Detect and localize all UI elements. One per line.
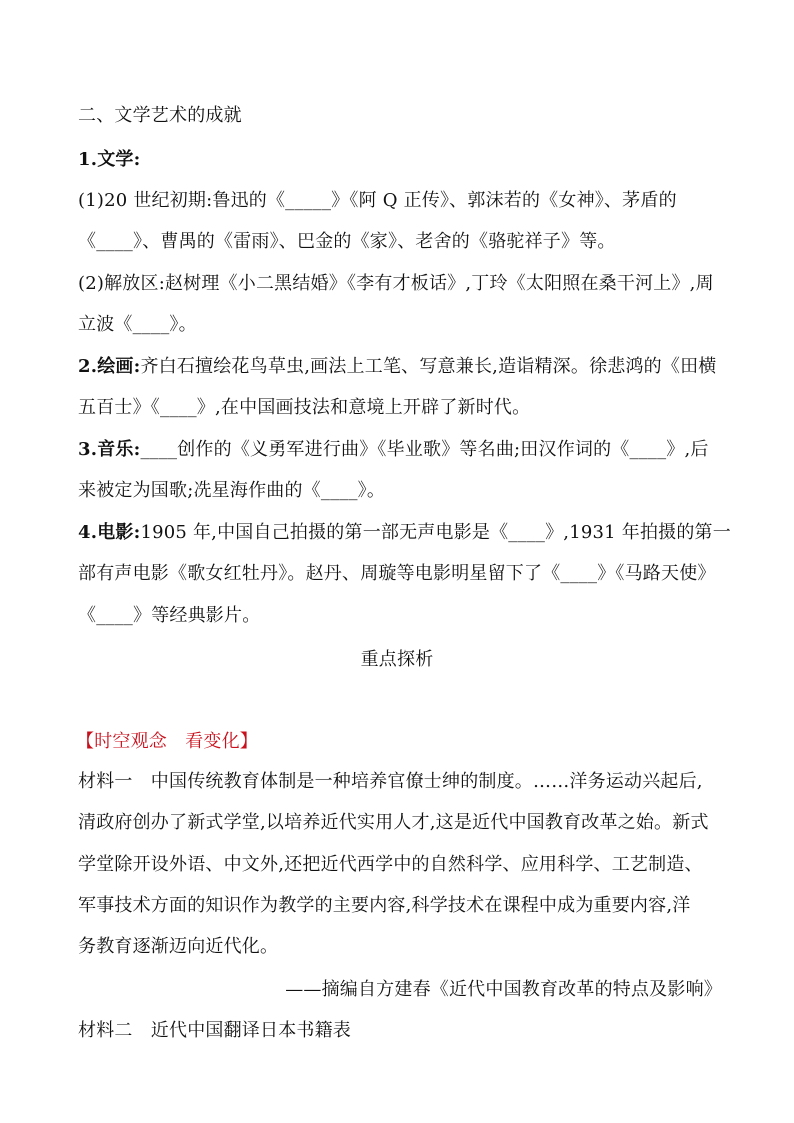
literature-line-2: 《____》、曹禺的《雷雨》、巴金的《家》、老舍的《骆驼祥子》等。	[78, 231, 616, 252]
material-1-line-2: 清政府创办了新式学堂,以培养近代实用人才,这是近代中国教育改革之始。新式	[78, 812, 709, 833]
film-line-1-text: 1905 年,中国自己拍摄的第一部无声电影是《____》,1931 年拍摄的第一	[140, 522, 731, 543]
material-1-line-5: 务教育逐渐迈向近代化。	[78, 936, 279, 957]
section-title: 二、文学艺术的成就	[78, 105, 242, 126]
literature-line-3: (2)解放区:赵树理《小二黑结婚》《李有才板话》,丁玲《太阳照在桑干河上》,周	[78, 273, 714, 294]
music-heading: 3.音乐:	[78, 439, 141, 460]
material-1-line-4: 军事技术方面的知识作为教学的主要内容,科学技术在课程中成为重要内容,洋	[78, 895, 691, 916]
section-tag: 【时空观念 看变化】	[76, 731, 258, 752]
material-1-line-3: 学堂除开设外语、中文外,还把近代西学中的自然科学、应用科学、工艺制造、	[78, 854, 703, 875]
painting-line-1-text: 齐白石擅绘花鸟草虫,画法上工笔、写意兼长,造诣精深。徐悲鸿的《田横	[140, 356, 717, 377]
music-line-2: 来被定为国歌;冼星海作曲的《____》。	[78, 480, 386, 501]
literature-line-4: 立波《____》。	[78, 314, 197, 335]
painting-line-2: 五百士》《____》,在中国画技法和意境上开辟了新时代。	[78, 397, 531, 418]
film-line-1	[78, 521, 731, 545]
film-line-2: 部有声电影《歌女红牡丹》。赵丹、周璇等电影明星留下了《____》《马路天使》	[78, 563, 716, 584]
film-heading: 4.电影:	[78, 522, 141, 543]
material-1-source: ——摘编自方建春《近代中国教育改革的特点及影响》	[285, 979, 722, 1000]
film-line-3: 《____》等经典影片。	[78, 605, 261, 626]
music-line-1-text: ____创作的《义勇军进行曲》《毕业歌》等名曲;田汉作词的《____》,后	[140, 439, 709, 460]
focus-title: 重点探析	[360, 649, 434, 670]
literature-heading: 1.文学:	[78, 149, 141, 170]
material-1-line-1: 材料一 中国传统教育体制是一种培养官僚士绅的制度。……洋务运动兴起后,	[78, 771, 703, 792]
literature-line-1: (1)20 世纪初期:鲁迅的《_____》《阿 Q 正传》、郭沫若的《女神》、茅盾的	[78, 190, 677, 211]
painting-line-1	[78, 355, 722, 379]
music-line-1	[78, 438, 722, 462]
material-2-title: 材料二 近代中国翻译日本书籍表	[78, 1020, 351, 1041]
painting-heading: 2.绘画:	[78, 356, 141, 377]
